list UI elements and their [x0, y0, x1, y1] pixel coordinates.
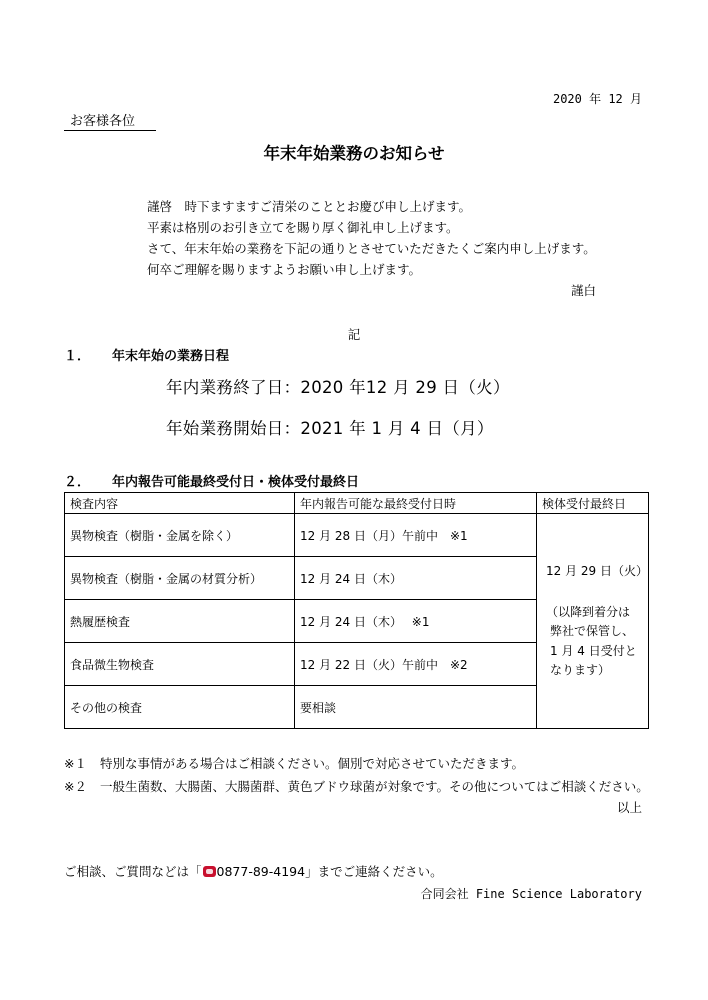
closing-word: 謹白	[570, 283, 596, 298]
report-deadline: 要相談	[295, 686, 537, 729]
test-item: 異物検査（樹脂・金属の材質分析）	[65, 557, 295, 600]
sample-deadline-note: （以降到着分は	[546, 605, 631, 620]
section2-heading	[64, 471, 359, 490]
business-start-date: 年始業務開始日：2021 年 1 月 4 日（月）	[166, 419, 494, 438]
schedule-table	[64, 492, 649, 729]
footnote-mark: ※２	[64, 779, 87, 794]
report-deadline: 12 月 24 日（木）	[295, 557, 537, 600]
report-deadline: 12 月 28 日（月）午前中 ※1	[295, 514, 537, 557]
sample-deadline-note: 弊社で保管し、	[550, 624, 635, 639]
column-header: 検査内容	[65, 493, 295, 514]
test-item: その他の検査	[65, 686, 295, 729]
document-title: 年末年始業務のお知らせ	[263, 144, 445, 163]
report-deadline: 12 月 22 日（火）午前中 ※2	[295, 643, 537, 686]
test-item: 熱履歴検査	[65, 600, 295, 643]
sample-deadline-cell	[537, 514, 649, 729]
test-item: 異物検査（樹脂・金属を除く）	[65, 514, 295, 557]
phone-number[interactable]: 0877-89-4194	[216, 864, 306, 879]
test-item: 食品微生物検査	[65, 643, 295, 686]
sample-deadline-date: 12 月 29 日（火）	[546, 564, 648, 579]
addressee: お客様各位	[64, 110, 156, 131]
greeting-line: 平素は格別のお引き立てを賜り厚く御礼申し上げます。	[147, 220, 459, 235]
footnote-mark: ※１	[64, 756, 87, 771]
table-header-row	[65, 493, 649, 514]
ki-mark: 記	[347, 327, 361, 342]
section1-title: 年末年始の業務日程	[112, 349, 230, 364]
section2-title: 年内報告可能最終受付日・検体受付最終日	[112, 475, 360, 490]
footnote	[64, 754, 524, 772]
contact-suffix: 」までご連絡ください。	[305, 864, 443, 879]
contact-prefix: ご相談、ご質問などは「	[64, 864, 202, 879]
ijo-mark: 以上	[616, 800, 642, 815]
sample-deadline-note: 1 月 4 日受付と	[550, 643, 637, 658]
greeting-line: さて、年末年始の業務を下記の通りとさせていただきたくご案内申し上げます。	[147, 241, 596, 256]
greeting-line: 何卒ご理解を賜りますようお願い申し上げます。	[147, 262, 422, 277]
column-header: 検体受付最終日	[537, 493, 649, 514]
contact-line	[64, 862, 443, 880]
section2-number: ２．	[64, 475, 91, 490]
section1-number: １．	[64, 349, 91, 364]
phone-icon	[203, 866, 216, 877]
company-name: 合同会社 Fine Science Laboratory	[420, 887, 642, 901]
section1-heading	[64, 345, 229, 364]
table-row	[65, 514, 649, 557]
greeting-line: 謹啓 時下ますますご清栄のこととお慶び申し上げます。	[147, 199, 472, 214]
footnote-text: 一般生菌数、大腸菌、大腸菌群、黄色ブドウ球菌が対象です。その他についてはご相談ください。	[100, 779, 649, 794]
sample-deadline-note: なります）	[550, 662, 611, 677]
report-deadline: 12 月 24 日（木） ※1	[295, 600, 537, 643]
document-date: 2020 年 12 月	[552, 92, 642, 106]
business-end-date: 年内業務終了日：2020 年12 月 29 日（火）	[166, 378, 510, 397]
column-header: 年内報告可能な最終受付日時	[295, 493, 537, 514]
footnote	[64, 777, 649, 795]
footnote-text: 特別な事情がある場合はご相談ください。個別で対応させていただきます。	[100, 756, 525, 771]
